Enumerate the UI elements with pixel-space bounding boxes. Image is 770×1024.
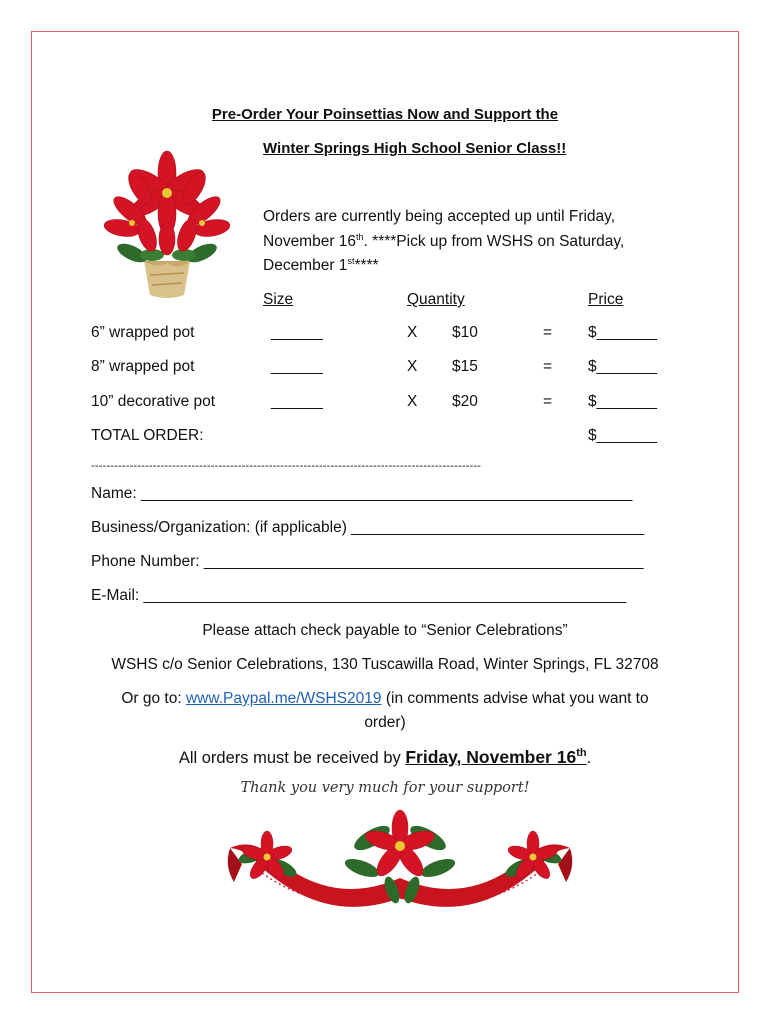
price-header: Price	[588, 291, 624, 308]
email-field[interactable]: E-Mail: ________________________________________________________	[91, 587, 627, 604]
times-sign: X	[407, 393, 418, 410]
quantity-blank[interactable]: ______	[271, 324, 323, 341]
times-sign: X	[407, 358, 418, 375]
equals-sign: =	[543, 358, 553, 375]
deadline-line: All orders must be received by Friday, November 16th.	[178, 747, 592, 767]
mailing-address: WSHS c/o Senior Celebrations, 130 Tuscawilla Road, Winter Springs, FL 32708	[111, 656, 659, 673]
line-total-blank[interactable]: $_______	[588, 393, 657, 410]
quantity-blank[interactable]: ______	[271, 393, 323, 410]
title-line-1: Pre-Order Your Poinsettias Now and Support the	[211, 106, 559, 123]
item-label: 6” wrapped pot	[91, 324, 195, 341]
unit-price: $20	[452, 393, 478, 410]
line-total-blank[interactable]: $_______	[588, 324, 657, 341]
total-order-label: TOTAL ORDER:	[91, 427, 204, 444]
intro-line-3: December 1st****	[263, 256, 379, 275]
quantity-header: Quantity	[407, 291, 465, 308]
unit-price: $10	[452, 324, 478, 341]
intro-line-2: November 16th. ****Pick up from WSHS on Saturday,	[263, 232, 625, 251]
poinsettia-garland-image	[222, 808, 578, 918]
equals-sign: =	[543, 324, 553, 341]
item-label: 10” decorative pot	[91, 393, 216, 410]
total-order-blank[interactable]: $_______	[588, 427, 657, 444]
paypal-link[interactable]: www.Paypal.me/WSHS2019	[185, 690, 382, 707]
thank-you-note: Thank you very much for your support!	[240, 780, 530, 796]
quantity-blank[interactable]: ______	[271, 358, 323, 375]
paypal-line-2: order)	[364, 714, 406, 731]
unit-price: $15	[452, 358, 478, 375]
poinsettia-pot-image	[92, 143, 242, 308]
title-line-2: Winter Springs High School Senior Class!!	[263, 140, 567, 157]
times-sign: X	[407, 324, 418, 341]
business-field[interactable]: Business/Organization: (if applicable) __________________________________	[91, 519, 645, 536]
size-header: Size	[263, 291, 294, 308]
paypal-line: Or go to: www.Paypal.me/WSHS2019 (in comments advise what you want to	[121, 690, 649, 707]
intro-line-1: Orders are currently being accepted up until Friday,	[263, 208, 616, 225]
cut-divider: -----------------------------------------------------------------------------------------------------	[91, 460, 482, 472]
check-instruction: Please attach check payable to “Senior Celebrations”	[202, 622, 568, 639]
equals-sign: =	[543, 393, 553, 410]
name-field[interactable]: Name: _________________________________________________________	[91, 485, 633, 502]
deadline-date: Friday, November 16th	[405, 747, 587, 767]
item-label: 8” wrapped pot	[91, 358, 195, 375]
line-total-blank[interactable]: $_______	[588, 358, 657, 375]
phone-field[interactable]: Phone Number: ___________________________________________________	[91, 553, 644, 570]
